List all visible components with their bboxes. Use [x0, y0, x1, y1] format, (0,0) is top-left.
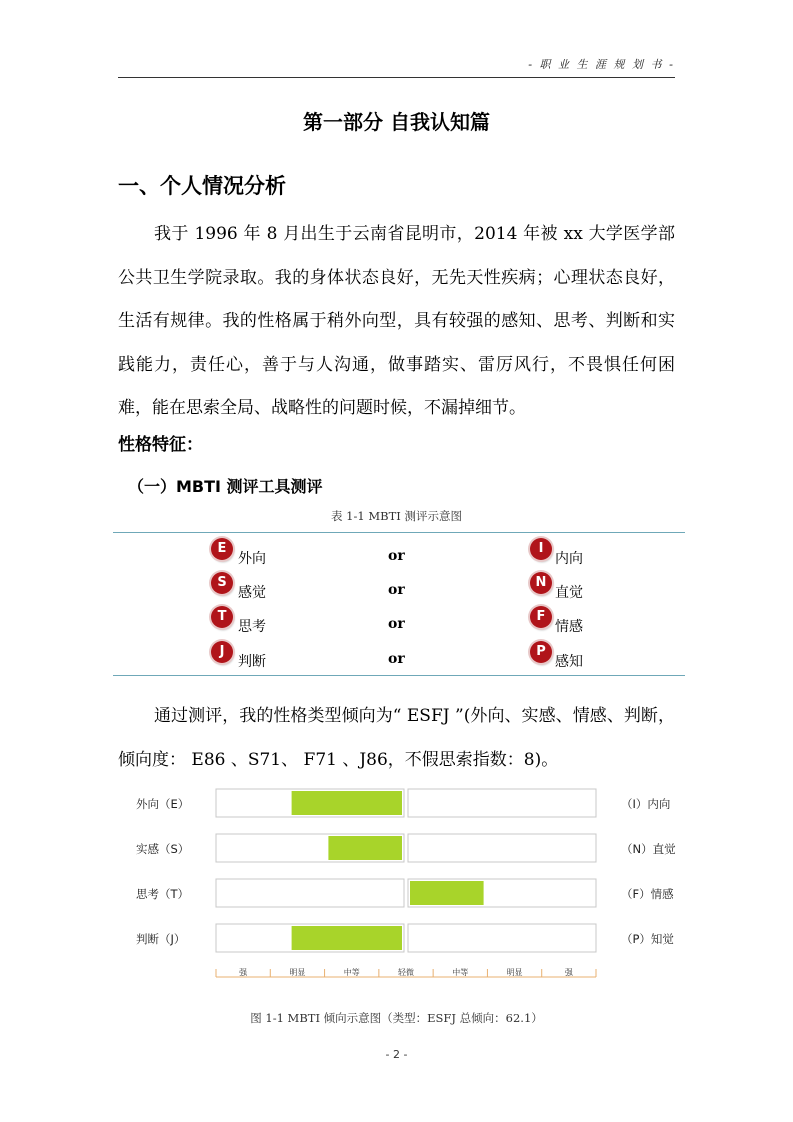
- table-caption: 表 1-1 MBTI 测评示意图: [331, 509, 462, 523]
- mbti-row: [0, 641, 793, 675]
- chart-right-box: [408, 924, 596, 952]
- result-paragraph: 通过测评，我的性格类型倾向为“ ESFJ ”(外向、实感、情感、判断，倾向度： E86 、S71、 F71 、J86，不假思索指数：8)。: [118, 706, 675, 770]
- chart-bar: [410, 881, 484, 905]
- header-rule: [118, 77, 675, 78]
- chart-left-box: [216, 879, 404, 907]
- scale-label: 中等: [343, 968, 360, 977]
- chart-right-label: （I）内向: [621, 797, 671, 811]
- left-trait-label: 感觉: [238, 585, 266, 601]
- mbti-heading: （一）MBTI 测评工具测评: [128, 477, 323, 496]
- chart-right-label: （F）情感: [621, 887, 674, 901]
- left-trait-label: 思考: [238, 619, 266, 635]
- page-number: - 2 -: [385, 1048, 408, 1061]
- table-bottom-rule: [113, 675, 685, 676]
- scale-label: 轻微: [398, 968, 414, 977]
- scale-label: 强: [564, 968, 573, 977]
- left-trait-label: 判断: [238, 654, 266, 670]
- scale-label: 明显: [289, 968, 306, 977]
- traits-heading: 性格特征：: [118, 435, 203, 455]
- chart-right-label: （P）知觉: [621, 932, 674, 946]
- letter-badge-icon: I: [530, 538, 552, 560]
- mbti-row: [0, 572, 793, 606]
- left-trait-label: 外向: [238, 551, 266, 567]
- right-trait-label: 情感: [555, 619, 583, 635]
- mbti-row: [0, 538, 793, 572]
- right-trait-label: 感知: [555, 654, 583, 670]
- chart-left-label: 外向（E）: [136, 797, 190, 811]
- scale-label: 中等: [452, 968, 469, 977]
- chart-left-label: 思考（T）: [136, 887, 190, 901]
- right-trait-label: 直觉: [555, 585, 583, 601]
- mbti-row: [0, 606, 793, 640]
- intro-paragraph: 我于 1996 年 8 月出生于云南省昆明市，2014 年被 xx 大学医学部公共卫生学院录取。我的身体状态良好，无先天性疾病；心理状态良好，生活有规律。我的性格属于稍外向型，具有较强的感知、思考、判断和实践能力，责任心，善于与人沟通，做事踏实、雷厉风行，不畏惧任何困难，能在思索全局、战略性的问题时候，不漏掉细节。: [118, 224, 675, 418]
- letter-badge-icon: F: [530, 606, 552, 628]
- letter-badge-icon: J: [211, 641, 233, 663]
- section-title: 一、个人情况分析: [118, 174, 286, 198]
- or-label: or: [388, 548, 405, 564]
- or-label: or: [388, 582, 405, 598]
- letter-badge-icon: N: [530, 572, 552, 594]
- letter-badge-icon: E: [211, 538, 233, 560]
- letter-badge-icon: S: [211, 572, 233, 594]
- chart-right-box: [408, 834, 596, 862]
- chart-left-label: 实感（S）: [136, 842, 190, 856]
- letter-badge-icon: T: [211, 606, 233, 628]
- part-title: 第一部分 自我认知篇: [303, 110, 490, 134]
- running-header: - 职 业 生 涯 规 划 书 -: [528, 58, 675, 71]
- or-label: or: [388, 651, 405, 667]
- scale-label: 强: [239, 968, 248, 977]
- chart-left-label: 判断（J）: [136, 932, 186, 946]
- chart-right-label: （N）直觉: [621, 842, 676, 856]
- chart-bar: [328, 836, 402, 860]
- or-label: or: [388, 616, 405, 632]
- letter-badge-icon: P: [530, 641, 552, 663]
- scale-label: 明显: [506, 968, 523, 977]
- figure-caption: 图 1-1 MBTI 倾向示意图（类型：ESFJ 总倾向：62.1）: [250, 1011, 543, 1025]
- chart-bar: [292, 791, 402, 815]
- chart-right-box: [408, 789, 596, 817]
- chart-bar: [292, 926, 402, 950]
- right-trait-label: 内向: [555, 551, 583, 567]
- table-top-rule: [113, 532, 685, 533]
- mbti-tendency-chart: [118, 785, 678, 995]
